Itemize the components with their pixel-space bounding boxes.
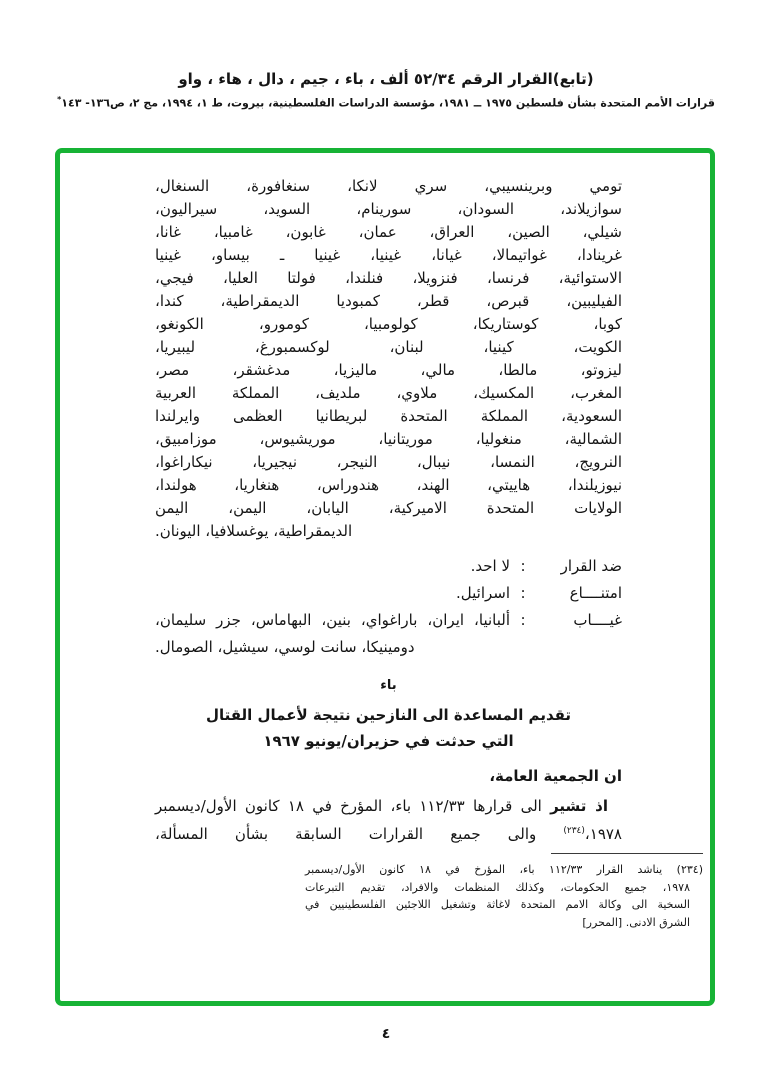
vote-abstain-label: امتنــــاع xyxy=(569,584,622,602)
vote-row-abstain xyxy=(155,580,622,607)
vote-row-absent xyxy=(155,607,622,661)
page-number: ٤ xyxy=(381,1026,391,1042)
country-list-line: ليزوتو، مالطا، مالي، ماليزيا، مدغشقر، مصر، xyxy=(155,361,622,379)
page-frame-border xyxy=(55,148,715,1006)
country-list-line: شيلي، الصين، العراق، عمان، غابون، غامبيا، غانا، xyxy=(155,223,622,241)
country-list-line: الاستوائية، فرنسا، فنزويلا، فنلندا، فولتا العليا، فيجي، xyxy=(155,269,622,287)
clause-line2-post: والى جميع القرارات السابقة بشأن المسألة، xyxy=(155,825,564,843)
vote-against-colon: : xyxy=(520,557,526,575)
clause-line2-pre: ديسمبر ١٩٧٨، xyxy=(155,797,622,843)
page-body xyxy=(155,175,622,847)
country-list-line: غرينادا، غواتيمالا، غيانا، غينيا، غينيا ـ بيساو، غينيا xyxy=(155,246,622,264)
vote-row-against xyxy=(155,553,622,580)
footnote-line: ١٩٧٨، جميع الحكومات، وكذلك المنظمات والافراد، تقديم التبرعات xyxy=(305,880,690,894)
section-title-line1: تقديم المساعدة الى النازحين نتيجة لأعمال القتال xyxy=(205,706,572,724)
footnote-text xyxy=(305,861,703,931)
preamble-opening: ان الجمعية العامة، xyxy=(489,767,622,785)
vote-abstain-value: اسرائيل. xyxy=(455,584,510,602)
footnote-block xyxy=(305,853,703,931)
vote-against-value: لا احد. xyxy=(470,557,510,575)
clause-lead: اذ تشير xyxy=(550,797,608,815)
country-list xyxy=(155,175,622,543)
citation-footnote-mark: * xyxy=(57,95,62,104)
country-list-line: كوبا، كوستاريكا، كولومبيا، كومورو، الكونغو، xyxy=(155,315,622,333)
vote-abstain-colon: : xyxy=(520,584,526,602)
vote-absent-colon: : xyxy=(520,611,526,629)
running-head xyxy=(0,70,772,110)
country-list-line: الكويت، كينيا، لبنان، لوكسمبورغ، ليبيريا، xyxy=(155,338,622,356)
country-list-line: نيوزيلندا، هاييتي، الهند، هندوراس، هنغاريا، هولندا، xyxy=(155,476,622,494)
vote-against-label: ضد القرار xyxy=(560,557,622,575)
section-letter: باء xyxy=(380,678,397,693)
resolution-title: (تابع)القرار الرقم ٥٢/٣٤ ألف ، باء ، جيم ، دال ، هاء ، واو xyxy=(178,70,594,88)
source-citation xyxy=(0,95,772,110)
country-list-line: الديمقراطية، يوغسلافيا، اليونان. xyxy=(155,522,353,540)
country-list-line: الولايات المتحدة الاميركية، اليابان، اليمن، اليمن xyxy=(155,499,622,517)
vote-results xyxy=(155,553,622,661)
country-list-line: السعودية، المملكة المتحدة لبريطانيا العظمى وايرلندا xyxy=(155,407,622,425)
section-title-line2: التي حدثت في حزيران/يونيو ١٩٦٧ xyxy=(263,732,514,750)
footnote-reference: (٢٣٤) xyxy=(563,826,585,836)
footnote-line: (٢٣٤) يناشد القرار ١١٢/٣٣ باء، المؤرخ في ١٨ كانون الأول/ديسمبر xyxy=(305,863,703,876)
vote-absent-label: غيــــاب xyxy=(573,611,622,629)
vote-absent-value: ألبانيا، ايران، باراغواي، بنين، البهاماس، جزر سليمان، دومينيكا، سانت لوسي، سيشيل، الصومال. xyxy=(155,611,510,656)
country-list-line: سوازيلاند، السودان، سورينام، السويد، سيراليون، xyxy=(155,200,622,218)
country-list-line: الشمالية، منغوليا، موريتانيا، موريشيوس، موزامبيق، xyxy=(155,430,622,448)
clause-line1-rest: الى قرارها ١١٢/٣٣ باء، المؤرخ في ١٨ كانون الأول/ xyxy=(200,797,551,815)
country-list-line: تومي وبرينسيبي، سري لانكا، سنغافورة، السنغال، xyxy=(155,177,622,195)
section-title xyxy=(155,702,622,754)
footnote-line: الشرق الادنى. [المحرر] xyxy=(582,915,690,929)
preamble-clause xyxy=(155,794,622,847)
footnote-line: السخية الى وكالة الامم المتحدة لاغاثة وتشغيل اللاجئين الفلسطينيين في xyxy=(305,898,690,911)
country-list-line: المغرب، المكسيك، ملاوي، ملديف، المملكة العربية xyxy=(155,384,622,402)
country-list-line: الفيليبين، قبرص، قطر، كمبوديا الديمقراطية، كندا، xyxy=(155,292,622,310)
country-list-line: النرويج، النمسا، نيبال، النيجر، نيجيريا، نيكاراغوا، xyxy=(155,453,622,471)
footnote-separator-rule xyxy=(551,853,703,854)
source-citation-text: قرارات الأمم المتحدة بشأن فلسطين ١٩٧٥ ــ ١٩٨١، مؤسسة الدراسات الفلسطينية، بيروت، ط ١، ١٩٩٤، مج ٢، ص١٣٦- ١٤٣ xyxy=(61,96,715,110)
